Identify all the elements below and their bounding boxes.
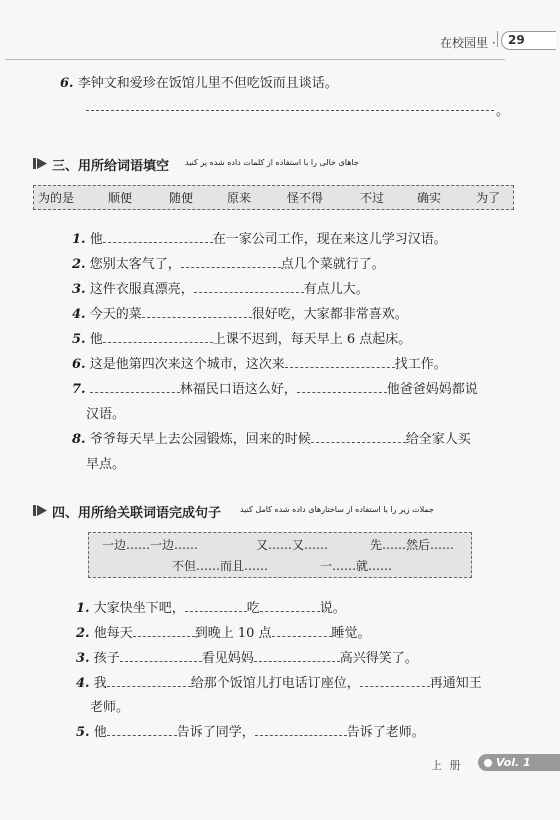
footer-volume: 上 册 [431, 759, 463, 772]
exercise-item [72, 428, 471, 447]
item-number: 5. [76, 725, 90, 740]
item-text: 吃 [246, 601, 260, 616]
item-text: 到晚上 10 点 [194, 626, 272, 641]
item-text: 找工作。 [394, 357, 447, 372]
item-number: 2. [72, 257, 86, 272]
item-text: 告诉了同学， [176, 725, 255, 740]
section-instruction: جاهای خالی را با استفاده از کلمات داده شده پر کنید [185, 158, 359, 167]
exercise-item [72, 228, 447, 247]
item-number: 1. [72, 232, 86, 247]
answer-blank[interactable] [185, 599, 247, 612]
item-text: 点几个菜就行了。 [280, 257, 385, 272]
item-text: 我 [93, 676, 107, 691]
item-number: 4. [72, 307, 86, 322]
answer-blank[interactable] [142, 305, 252, 318]
exercise-item [72, 378, 478, 397]
item-text: 给那个饭馆儿打电话订座位， [190, 676, 360, 691]
connector-item: 一……就…… [320, 559, 393, 573]
item-text: 他 [89, 332, 103, 347]
answer-blank[interactable] [255, 723, 347, 736]
answer-blank[interactable] [194, 280, 304, 293]
item-text: 很好吃，大家都非常喜欢。 [251, 307, 408, 322]
item-number: 7. [72, 382, 86, 397]
item-number: 4. [76, 676, 90, 691]
answer-blank[interactable] [133, 624, 195, 637]
item-number: 6. [72, 357, 86, 372]
item-text: 他爸爸妈妈都说 [386, 382, 478, 397]
connector-item: 先……然后…… [370, 538, 455, 552]
item-text: 他 [93, 725, 107, 740]
answer-blank[interactable] [181, 255, 281, 268]
answer-blank[interactable] [297, 380, 387, 393]
item-text: 林福民口语这么好， [179, 382, 297, 397]
exercise-item [72, 253, 385, 272]
item-continuation: 早点。 [86, 457, 126, 472]
answer-blank[interactable] [311, 430, 406, 443]
answer-blank[interactable] [120, 649, 202, 662]
exercise-item [72, 278, 369, 297]
item-number: 2. [76, 626, 90, 641]
item-number: 3. [76, 651, 90, 666]
answer-blank[interactable] [107, 674, 191, 687]
answer-blank[interactable] [103, 230, 213, 243]
item-text: 孩子 [93, 651, 120, 666]
word-bank-item: 为的是 [38, 191, 75, 205]
item-number: 1. [76, 601, 90, 616]
connector-item: 一边……一边…… [102, 538, 199, 552]
answer-blank[interactable] [272, 624, 332, 637]
item-text: 睡觉。 [331, 626, 371, 641]
item-text: 这件衣服真漂亮， [89, 282, 194, 297]
running-header-title: 在校园里 · [440, 36, 496, 50]
exercise-item [76, 721, 425, 740]
exercise-item [60, 72, 338, 91]
section-arrow-icon [33, 158, 47, 169]
exercise-item [72, 303, 408, 322]
answer-blank[interactable] [360, 674, 430, 687]
word-bank-item: 原来 [227, 191, 252, 205]
word-bank-item: 顺便 [108, 191, 133, 205]
section-title: 四、用所给关联词语完成句子 [52, 506, 222, 521]
item-text: 他 [89, 232, 103, 247]
item-text: 高兴得笑了。 [339, 651, 418, 666]
item-number: 5. [72, 332, 86, 347]
item-number: 8. [72, 432, 86, 447]
answer-end-mark: 。 [496, 104, 510, 119]
connector-item: 不但……而且…… [172, 559, 269, 573]
answer-blank[interactable] [103, 330, 213, 343]
item-text: 爷爷每天早上去公园锻炼，回来的时候 [89, 432, 311, 447]
exercise-item [72, 353, 447, 372]
item-text: 大家快坐下吧， [93, 601, 185, 616]
answer-blank[interactable] [90, 380, 180, 393]
answer-blank[interactable] [107, 723, 177, 736]
section-title: 三、用所给词语填空 [52, 159, 170, 174]
item-text: 看见妈妈 [201, 651, 254, 666]
item-number: 6. [60, 76, 74, 91]
item-continuation: 汉语。 [86, 407, 126, 422]
section-instruction: جملات زیر را با استفاده از ساختارهای داده شده کامل کنید [240, 505, 434, 514]
answer-blank[interactable] [254, 649, 340, 662]
item-text: 今天的菜 [89, 307, 142, 322]
item-number: 3. [72, 282, 86, 297]
item-text: 上课不迟到，每天早上 6 点起床。 [212, 332, 412, 347]
answer-blank[interactable] [260, 599, 320, 612]
word-bank [33, 185, 514, 210]
word-bank-item: 确实 [417, 191, 442, 205]
word-bank-item: 不过 [360, 191, 385, 205]
word-bank-item: 为了 [476, 191, 501, 205]
item-text: 李钟文和爱珍在饭馆儿里不但吃饭而且谈话。 [77, 76, 338, 91]
item-continuation: 老师。 [90, 700, 130, 715]
section-arrow-icon [33, 505, 47, 516]
header-separator [497, 31, 498, 47]
item-text: 他每天 [93, 626, 133, 641]
item-text: 您别太客气了， [89, 257, 181, 272]
item-text: 有点儿大。 [303, 282, 369, 297]
word-bank-item: 随便 [169, 191, 194, 205]
answer-blank[interactable] [86, 98, 494, 111]
item-text: 在一家公司工作，现在来这儿学习汉语。 [212, 232, 447, 247]
exercise-item [76, 597, 346, 616]
footer-volume-label: Vol. 1 [496, 756, 531, 769]
item-text: 这是他第四次来这个城市，这次来 [89, 357, 285, 372]
header-rule [5, 59, 505, 60]
page-number: 29 [508, 33, 525, 47]
item-text: 说。 [319, 601, 346, 616]
word-bank-item: 怪不得 [287, 191, 324, 205]
exercise-item [76, 672, 482, 691]
answer-blank[interactable] [285, 355, 395, 368]
circle-icon [484, 759, 492, 767]
item-text: 告诉了老师。 [346, 725, 425, 740]
connector-item: 又……又…… [256, 538, 329, 552]
exercise-item [76, 622, 371, 641]
item-text: 给全家人买 [405, 432, 471, 447]
item-text: 再通知王 [429, 676, 482, 691]
exercise-item [76, 647, 418, 666]
exercise-item [72, 328, 411, 347]
